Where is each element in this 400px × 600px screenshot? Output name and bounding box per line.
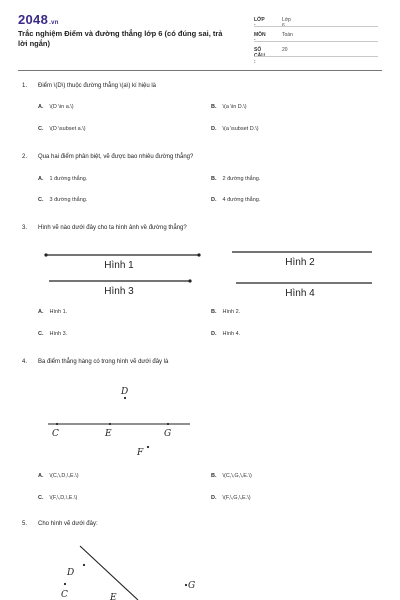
q3-option-b[interactable] bbox=[211, 309, 240, 315]
option-text: \(C,\,G,\,E.\) bbox=[222, 473, 252, 479]
option-letter: B. bbox=[211, 176, 217, 182]
option-text: \(F,\,D,\,E.\) bbox=[49, 495, 78, 501]
meta-label: SỐ CÂU : bbox=[254, 47, 265, 65]
option-letter: D. bbox=[211, 331, 217, 337]
option-text: \(a \subset D.\) bbox=[222, 126, 259, 132]
question-text: Điểm \(D\) thuộc đường thẳng \(a\) kí hiệu là bbox=[38, 83, 157, 89]
q3-option-a[interactable] bbox=[38, 309, 67, 315]
figure-1-segment bbox=[44, 253, 200, 256]
q4-option-c[interactable] bbox=[38, 495, 77, 501]
option-letter: A. bbox=[38, 176, 44, 182]
question-number: 2. bbox=[22, 154, 28, 160]
worksheet-title: Trắc nghiệm Điểm và đường thẳng lớp 6 (có đúng sai, trả lời ngắn) bbox=[18, 29, 223, 48]
meta-label: LỚP : bbox=[254, 17, 265, 29]
option-letter: B. bbox=[211, 309, 217, 315]
q4-figure bbox=[48, 387, 190, 458]
option-text: \(C,\,D,\,E.\) bbox=[49, 473, 79, 479]
point-g-label: G bbox=[188, 581, 196, 591]
figure-3-ray bbox=[49, 279, 192, 282]
point-c-label: C bbox=[52, 429, 59, 439]
point-c-label: C bbox=[61, 590, 68, 600]
option-letter: B. bbox=[211, 473, 217, 479]
option-text: Hình 3. bbox=[49, 331, 68, 337]
brand-suffix: .vn bbox=[49, 20, 59, 26]
point-c-dot bbox=[56, 423, 58, 425]
option-text: 2 đường thẳng. bbox=[222, 176, 261, 182]
figure-3-label: Hình 3 bbox=[104, 286, 134, 297]
q4-option-a[interactable] bbox=[38, 473, 79, 479]
q3-option-c[interactable] bbox=[38, 331, 67, 337]
q5-figure bbox=[61, 546, 195, 600]
option-text: Hình 1. bbox=[49, 309, 68, 315]
point-c-dot bbox=[64, 583, 66, 585]
q4-option-d[interactable] bbox=[211, 495, 251, 501]
option-text: 4 đường thẳng. bbox=[222, 197, 261, 203]
option-text: \(D \in a.\) bbox=[49, 104, 74, 110]
point-g-dot bbox=[167, 423, 169, 425]
point-e-label: E bbox=[110, 593, 117, 600]
question-number: 4. bbox=[22, 359, 28, 365]
q4-option-b[interactable] bbox=[211, 473, 252, 479]
question-text: Ba điểm thẳng hàng có trong hình vẽ dưới đây là bbox=[38, 359, 169, 365]
option-letter: C. bbox=[38, 126, 44, 132]
point-f-dot bbox=[147, 446, 149, 448]
point-g-dot bbox=[185, 584, 187, 586]
q5-line bbox=[80, 546, 138, 600]
q3-option-d[interactable] bbox=[211, 331, 240, 337]
option-text: Hình 2. bbox=[222, 309, 241, 315]
meta-value: Toán bbox=[282, 32, 293, 38]
question-text: Qua hai điểm phân biệt, vẽ được bao nhiêu đường thẳng? bbox=[38, 154, 194, 160]
option-text: 1 đường thẳng. bbox=[49, 176, 88, 182]
option-letter: C. bbox=[38, 331, 44, 337]
point-d-dot bbox=[83, 564, 85, 566]
question-number: 1. bbox=[22, 83, 28, 89]
point-f-label: F bbox=[137, 448, 144, 458]
meta-label: MÔN : bbox=[254, 32, 266, 44]
option-letter: A. bbox=[38, 473, 44, 479]
question-number: 3. bbox=[22, 225, 28, 231]
point-d-label: D bbox=[121, 387, 129, 397]
point-d-dot bbox=[124, 397, 126, 399]
question-text: Cho hình vẽ dưới đây: bbox=[38, 521, 98, 527]
point-e-dot bbox=[109, 423, 111, 425]
option-text: \(F,\,G,\,E.\) bbox=[222, 495, 251, 501]
meta-value: 20 bbox=[282, 47, 288, 53]
option-letter: D. bbox=[211, 197, 217, 203]
option-text: \(D \subset a.\) bbox=[49, 126, 86, 132]
figure-1-label: Hình 1 bbox=[104, 260, 134, 271]
option-letter: D. bbox=[211, 126, 217, 132]
question-text: Hình vẽ nào dưới đây cho ta hình ảnh về đường thẳng? bbox=[38, 225, 187, 231]
figure-4-label: Hình 4 bbox=[285, 288, 315, 299]
option-letter: A. bbox=[38, 104, 44, 110]
option-letter: D. bbox=[211, 495, 217, 501]
option-letter: C. bbox=[38, 495, 44, 501]
option-letter: A. bbox=[38, 309, 44, 315]
option-text: Hình 4. bbox=[222, 331, 241, 337]
meta-value: Lớp 6 bbox=[282, 17, 291, 29]
figure-2-label: Hình 2 bbox=[285, 257, 315, 268]
point-g-label: G bbox=[164, 429, 172, 439]
point-e-label: E bbox=[105, 429, 112, 439]
point-d-label: D bbox=[67, 568, 75, 578]
option-text: 3 đường thẳng. bbox=[49, 197, 88, 203]
option-letter: B. bbox=[211, 104, 217, 110]
brand-name: 2048 bbox=[18, 12, 49, 27]
option-text: \(a \in D.\) bbox=[222, 104, 247, 110]
question-number: 5. bbox=[22, 521, 28, 527]
option-letter: C. bbox=[38, 197, 44, 203]
